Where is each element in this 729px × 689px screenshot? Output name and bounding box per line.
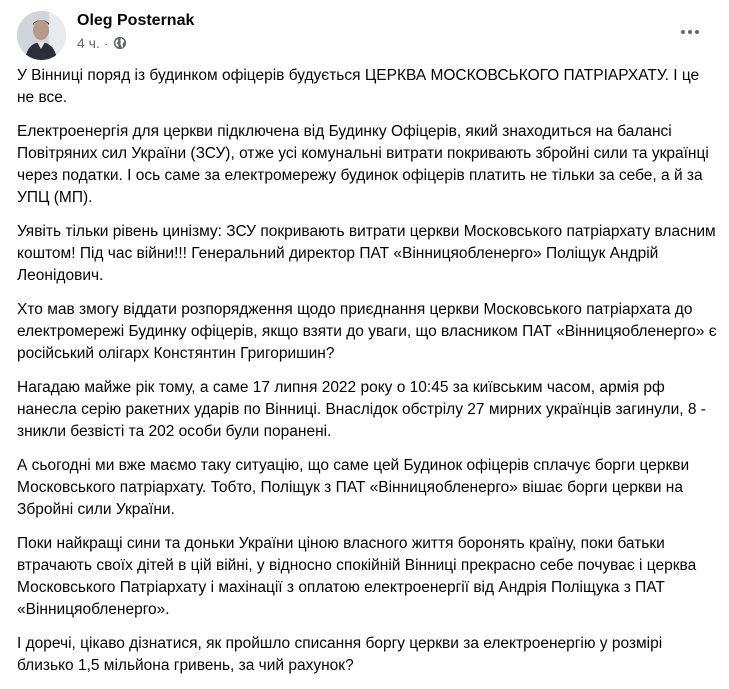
- avatar[interactable]: [17, 11, 66, 60]
- post-paragraph: У Вінниці поряд із будинком офіцерів будується ЦЕРКВА МОСКОВСЬКОГО ПАТРІАРХАТУ. І це не все.: [17, 67, 700, 106]
- post-paragraph: Поки найкращі сини та доньки України ціною власного життя боронять країну, поки батьки втрачають своїх дітей в цій війні, у відносно спокійній Вінниці прекрасно себе почуває і церква Московського Патріархату і махінації з оплатою електроенергії від Андрія Поліщука з ПАТ «Вінницяобленерго».: [17, 535, 697, 618]
- post-paragraph: Нагадаю майже рік тому, а саме 17 липня 2022 року о 10:45 за київським часом, армія рф нанесла серію ракетних ударів по Вінниці. Внаслідок обстрілу 27 мирних українців загинули, 8 - зникли безвісті та 202 особи були поранені.: [17, 379, 706, 440]
- post-header: [17, 8, 712, 58]
- post-paragraph: Уявіть тільки рівень цинізму: ЗСУ покривають витрати церкви Московського патріархату власним коштом! Під час війни!!! Генеральний директор ПАТ «Вінницяобленерго» Поліщук Андрій Леонідович.: [17, 223, 716, 284]
- post-meta: [77, 35, 127, 51]
- meta-separator: ·: [103, 35, 109, 51]
- avatar-image: [17, 11, 66, 60]
- post-paragraph: Електроенергія для церкви підключена від Будинку Офіцерів, який знаходиться на балансі Повітряних сил України (ЗСУ), отже усі комунальні витрати покривають збройні сили та українці через податки. І ось саме за електромережу будинок офіцерів платить не тільки за себе, а й за УПЦ (МП).: [17, 123, 709, 206]
- post-paragraph: Хто мав змогу віддати розпорядження щодо приєднання церкви Московського патріархата до електромережі Будинку офіцерів, якщо взяти до уваги, що власником ПАТ «Вінницяобленерго» є російський олігарх Констянтин Григоришин?: [17, 301, 717, 362]
- post-time[interactable]: 4 ч.: [77, 35, 100, 51]
- post-text: [17, 65, 717, 689]
- more-options-icon[interactable]: [672, 14, 708, 50]
- post-paragraph: І доречі, цікаво дізнатися, як пройшло списання боргу церкви за електроенергію у розмірі близько 1,5 мільйона гривень, за чий рахунок?: [17, 635, 663, 674]
- post-paragraph: А сьогодні ми вже маємо таку ситуацію, що саме цей Будинок офіцерів сплачує борги церкви Московського патріархату. Тобто, Поліщук з ПАТ «Вінницяобленерго» вішає борги церкви на Збройні сили України.: [17, 457, 690, 518]
- author-name[interactable]: Oleg Posternak: [77, 12, 195, 29]
- globe-icon[interactable]: [113, 36, 127, 50]
